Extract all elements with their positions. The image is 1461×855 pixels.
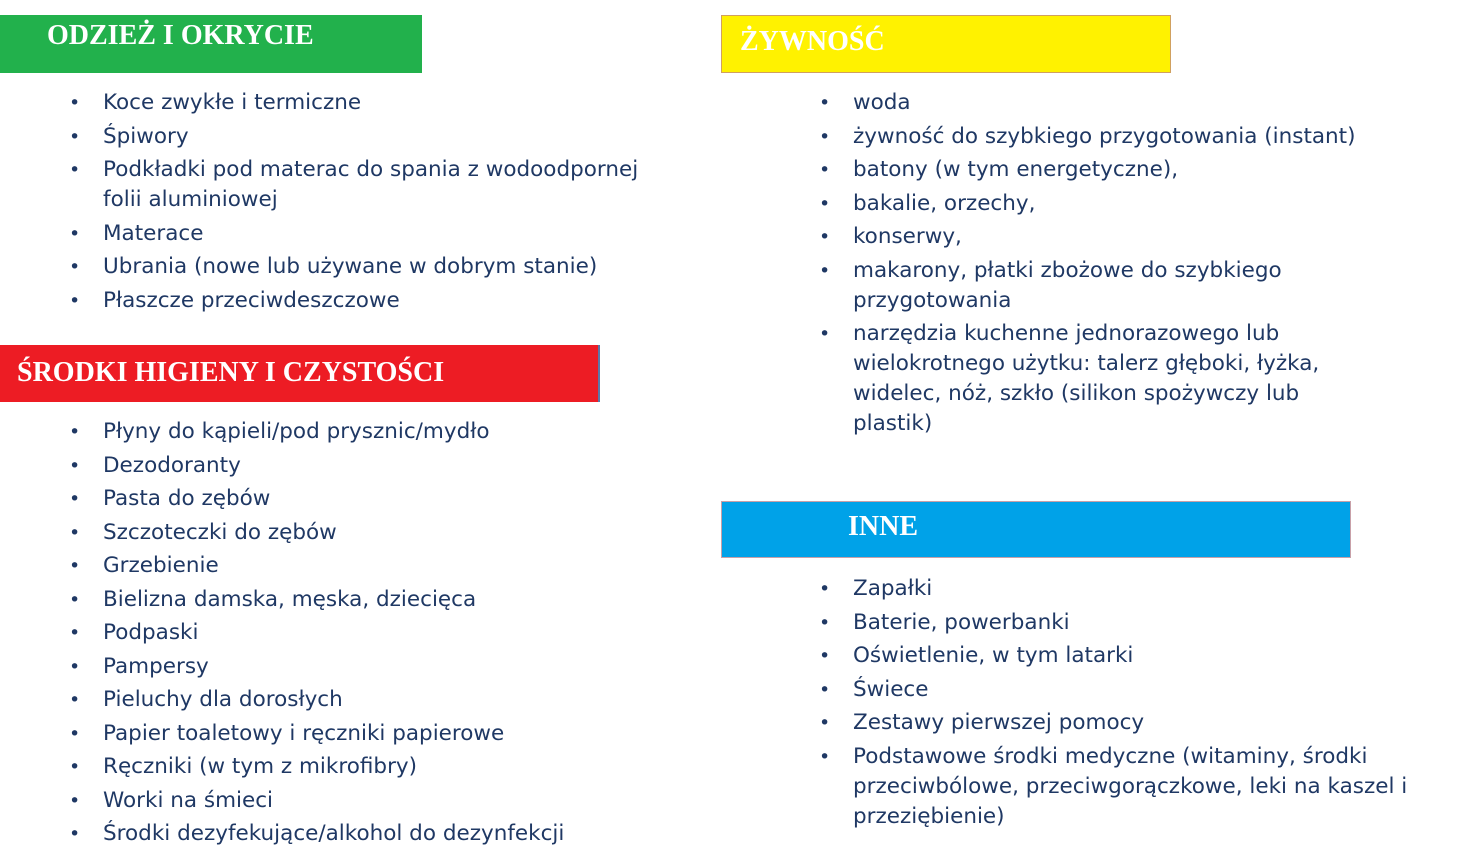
list-item: • Płyny do kąpieli/pod prysznic/mydło bbox=[69, 417, 669, 447]
section-header-other: INNE bbox=[721, 501, 1351, 558]
list-item: • Podkładki pod materac do spania z wodoodpornej folii aluminiowej bbox=[69, 155, 669, 215]
list-item: • Płaszcze przeciwdeszczowe bbox=[69, 286, 669, 316]
list-item: • Koce zwykłe i termiczne bbox=[69, 88, 669, 118]
list-item: • Papier toaletowy i ręczniki papierowe bbox=[69, 719, 669, 749]
list-item: • makarony, płatki zbożowe do szybkiego przygotowania bbox=[819, 256, 1379, 316]
list-item: • Podpaski bbox=[69, 618, 669, 648]
section-header-hygiene: ŚRODKI HIGIENY I CZYSTOŚCI bbox=[0, 345, 600, 402]
list-item: • batony (w tym energetyczne), bbox=[819, 155, 1379, 185]
list-item: • Materace bbox=[69, 219, 669, 249]
other-list bbox=[819, 574, 1419, 835]
list-item: • narzędzia kuchenne jednorazowego lub wielokrotnego użytku: talerz głęboki, łyżka, widelec, nóż, szkło (silikon spożywczy lub plastik) bbox=[819, 319, 1379, 439]
list-item: • Ubrania (nowe lub używane w dobrym stanie) bbox=[69, 252, 669, 282]
section-header-food: ŻYWNOŚĆ bbox=[721, 15, 1171, 73]
list-item: • Oświetlenie, w tym latarki bbox=[819, 641, 1419, 671]
list-item: • Zapałki bbox=[819, 574, 1419, 604]
list-item: • Bielizna damska, męska, dziecięca bbox=[69, 585, 669, 615]
list-item: • Pieluchy dla dorosłych bbox=[69, 685, 669, 715]
list-item: • żywność do szybkiego przygotowania (instant) bbox=[819, 122, 1379, 152]
list-item: • konserwy, bbox=[819, 222, 1379, 252]
list-item: • Śpiwory bbox=[69, 122, 669, 152]
list-item: • Dezodoranty bbox=[69, 451, 669, 481]
clothing-list bbox=[69, 88, 669, 319]
list-item: • Baterie, powerbanki bbox=[819, 608, 1419, 638]
list-item: • Grzebienie bbox=[69, 551, 669, 581]
list-item: • Ręczniki (w tym z mikrofibry) bbox=[69, 752, 669, 782]
list-item: • Świece bbox=[819, 675, 1419, 705]
list-item: • bakalie, orzechy, bbox=[819, 189, 1379, 219]
list-item: • woda bbox=[819, 88, 1379, 118]
list-item: • Pasta do zębów bbox=[69, 484, 669, 514]
list-item: • Zestawy pierwszej pomocy bbox=[819, 708, 1419, 738]
section-header-clothing: ODZIEŻ I OKRYCIE bbox=[0, 15, 422, 73]
list-item: • Pampersy bbox=[69, 652, 669, 682]
list-item: • Szczoteczki do zębów bbox=[69, 518, 669, 548]
food-list bbox=[819, 88, 1379, 443]
list-item: • Środki dezyfekujące/alkohol do dezynfekcji bbox=[69, 819, 669, 849]
list-item: • Podstawowe środki medyczne (witaminy, środki przeciwbólowe, przeciwgorączkowe, leki na kaszel i przeziębienie) bbox=[819, 742, 1419, 832]
hygiene-list bbox=[69, 417, 669, 853]
list-item: • Worki na śmieci bbox=[69, 786, 669, 816]
